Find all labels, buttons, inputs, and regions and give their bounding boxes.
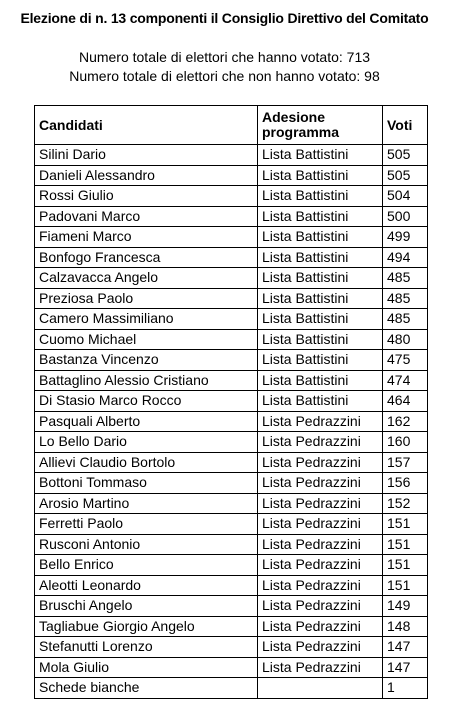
votes-cell: 151 <box>383 534 428 555</box>
table-row <box>35 288 428 309</box>
candidate-name-cell: Bastanza Vincenzo <box>35 350 258 371</box>
table-row <box>35 309 428 330</box>
table-row <box>35 165 428 186</box>
table-row <box>35 493 428 514</box>
program-list-cell: Lista Battistini <box>258 186 383 207</box>
votes-cell: 494 <box>383 247 428 268</box>
table-row <box>35 596 428 617</box>
votes-cell: 504 <box>383 186 428 207</box>
header-votes: Voti <box>383 106 428 145</box>
table-row <box>35 657 428 678</box>
program-list-cell: Lista Battistini <box>258 145 383 166</box>
program-list-cell: Lista Pedrazzini <box>258 596 383 617</box>
candidate-name-cell: Rusconi Antonio <box>35 534 258 555</box>
votes-cell: 474 <box>383 370 428 391</box>
candidate-name-cell: Bruschi Angelo <box>35 596 258 617</box>
program-list-cell: Lista Pedrazzini <box>258 575 383 596</box>
program-list-cell: Lista Pedrazzini <box>258 493 383 514</box>
table-row <box>35 473 428 494</box>
table-row <box>35 247 428 268</box>
header-program <box>258 106 383 145</box>
table-row <box>35 432 428 453</box>
candidate-name-cell: Silini Dario <box>35 145 258 166</box>
program-list-cell: Lista Battistini <box>258 206 383 227</box>
candidate-name-cell: Preziosa Paolo <box>35 288 258 309</box>
table-row <box>35 514 428 535</box>
program-list-cell: Lista Pedrazzini <box>258 432 383 453</box>
candidate-name-cell: Aleotti Leonardo <box>35 575 258 596</box>
votes-cell: 151 <box>383 575 428 596</box>
non-voters-count: Numero totale di elettori che non hanno votato: 98 <box>69 68 380 84</box>
table-row <box>35 186 428 207</box>
votes-cell: 464 <box>383 391 428 412</box>
header-program-line1: Adesione <box>262 109 326 125</box>
program-list-cell: Lista Battistini <box>258 391 383 412</box>
votes-cell: 485 <box>383 288 428 309</box>
candidate-name-cell: Lo Bello Dario <box>35 432 258 453</box>
candidate-name-cell: Battaglino Alessio Cristiano <box>35 370 258 391</box>
program-list-cell: Lista Pedrazzini <box>258 473 383 494</box>
votes-cell: 485 <box>383 268 428 289</box>
table-row <box>35 350 428 371</box>
candidate-name-cell: Cuomo Michael <box>35 329 258 350</box>
table-row <box>35 145 428 166</box>
table-row <box>35 534 428 555</box>
program-list-cell: Lista Pedrazzini <box>258 514 383 535</box>
candidate-name-cell: Tagliabue Giorgio Angelo <box>35 616 258 637</box>
votes-cell: 1 <box>383 678 428 699</box>
table-row <box>35 329 428 350</box>
votes-cell: 148 <box>383 616 428 637</box>
candidate-name-cell: Pasquali Alberto <box>35 411 258 432</box>
table-row <box>35 411 428 432</box>
votes-cell: 162 <box>383 411 428 432</box>
candidate-name-cell: Camero Massimiliano <box>35 309 258 330</box>
results-body <box>35 145 428 699</box>
votes-cell: 485 <box>383 309 428 330</box>
votes-cell: 499 <box>383 227 428 248</box>
table-row <box>35 555 428 576</box>
program-list-cell: Lista Battistini <box>258 227 383 248</box>
votes-cell: 151 <box>383 555 428 576</box>
candidate-name-cell: Danieli Alessandro <box>35 165 258 186</box>
program-list-cell: Lista Battistini <box>258 350 383 371</box>
table-row <box>35 206 428 227</box>
candidate-name-cell: Bello Enrico <box>35 555 258 576</box>
program-list-cell: Lista Pedrazzini <box>258 452 383 473</box>
program-list-cell: Lista Battistini <box>258 247 383 268</box>
program-list-cell: Lista Battistini <box>258 165 383 186</box>
program-list-cell: Lista Battistini <box>258 370 383 391</box>
candidate-name-cell: Calzavacca Angelo <box>35 268 258 289</box>
candidate-name-cell: Bonfogo Francesca <box>35 247 258 268</box>
votes-cell: 147 <box>383 657 428 678</box>
header-program-line2: programma <box>262 124 340 140</box>
table-row <box>35 452 428 473</box>
candidate-name-cell: Fiameni Marco <box>35 227 258 248</box>
table-row <box>35 391 428 412</box>
candidate-name-cell: Allievi Claudio Bortolo <box>35 452 258 473</box>
votes-cell: 160 <box>383 432 428 453</box>
table-header-row <box>35 106 428 145</box>
results-table <box>34 105 428 699</box>
candidate-name-cell: Schede bianche <box>35 678 258 699</box>
votes-cell: 157 <box>383 452 428 473</box>
votes-cell: 152 <box>383 493 428 514</box>
program-list-cell: Lista Pedrazzini <box>258 411 383 432</box>
votes-cell: 149 <box>383 596 428 617</box>
voters-count: Numero totale di elettori che hanno votato: 713 <box>78 49 371 65</box>
candidate-name-cell: Ferretti Paolo <box>35 514 258 535</box>
candidate-name-cell: Di Stasio Marco Rocco <box>35 391 258 412</box>
table-row <box>35 637 428 658</box>
candidate-name-cell: Bottoni Tommaso <box>35 473 258 494</box>
table-row <box>35 616 428 637</box>
program-list-cell: Lista Pedrazzini <box>258 637 383 658</box>
votes-cell: 500 <box>383 206 428 227</box>
votes-cell: 505 <box>383 165 428 186</box>
program-list-cell: Lista Pedrazzini <box>258 657 383 678</box>
program-list-cell: Lista Battistini <box>258 309 383 330</box>
document-title: Elezione di n. 13 componenti il Consiglio Direttivo del Comitato <box>20 10 429 26</box>
votes-cell: 147 <box>383 637 428 658</box>
votes-cell: 156 <box>383 473 428 494</box>
header-candidates: Candidati <box>35 106 258 145</box>
program-list-cell: Lista Pedrazzini <box>258 555 383 576</box>
table-row <box>35 227 428 248</box>
votes-cell: 151 <box>383 514 428 535</box>
table-row <box>35 268 428 289</box>
program-list-cell: Lista Battistini <box>258 288 383 309</box>
candidate-name-cell: Rossi Giulio <box>35 186 258 207</box>
candidate-name-cell: Padovani Marco <box>35 206 258 227</box>
table-row <box>35 370 428 391</box>
program-list-cell: Lista Pedrazzini <box>258 534 383 555</box>
program-list-cell <box>258 678 383 699</box>
table-row <box>35 575 428 596</box>
candidate-name-cell: Arosio Martino <box>35 493 258 514</box>
votes-cell: 480 <box>383 329 428 350</box>
table-row <box>35 678 428 699</box>
candidate-name-cell: Stefanutti Lorenzo <box>35 637 258 658</box>
votes-cell: 505 <box>383 145 428 166</box>
candidate-name-cell: Mola Giulio <box>35 657 258 678</box>
program-list-cell: Lista Battistini <box>258 329 383 350</box>
program-list-cell: Lista Pedrazzini <box>258 616 383 637</box>
votes-cell: 475 <box>383 350 428 371</box>
program-list-cell: Lista Battistini <box>258 268 383 289</box>
